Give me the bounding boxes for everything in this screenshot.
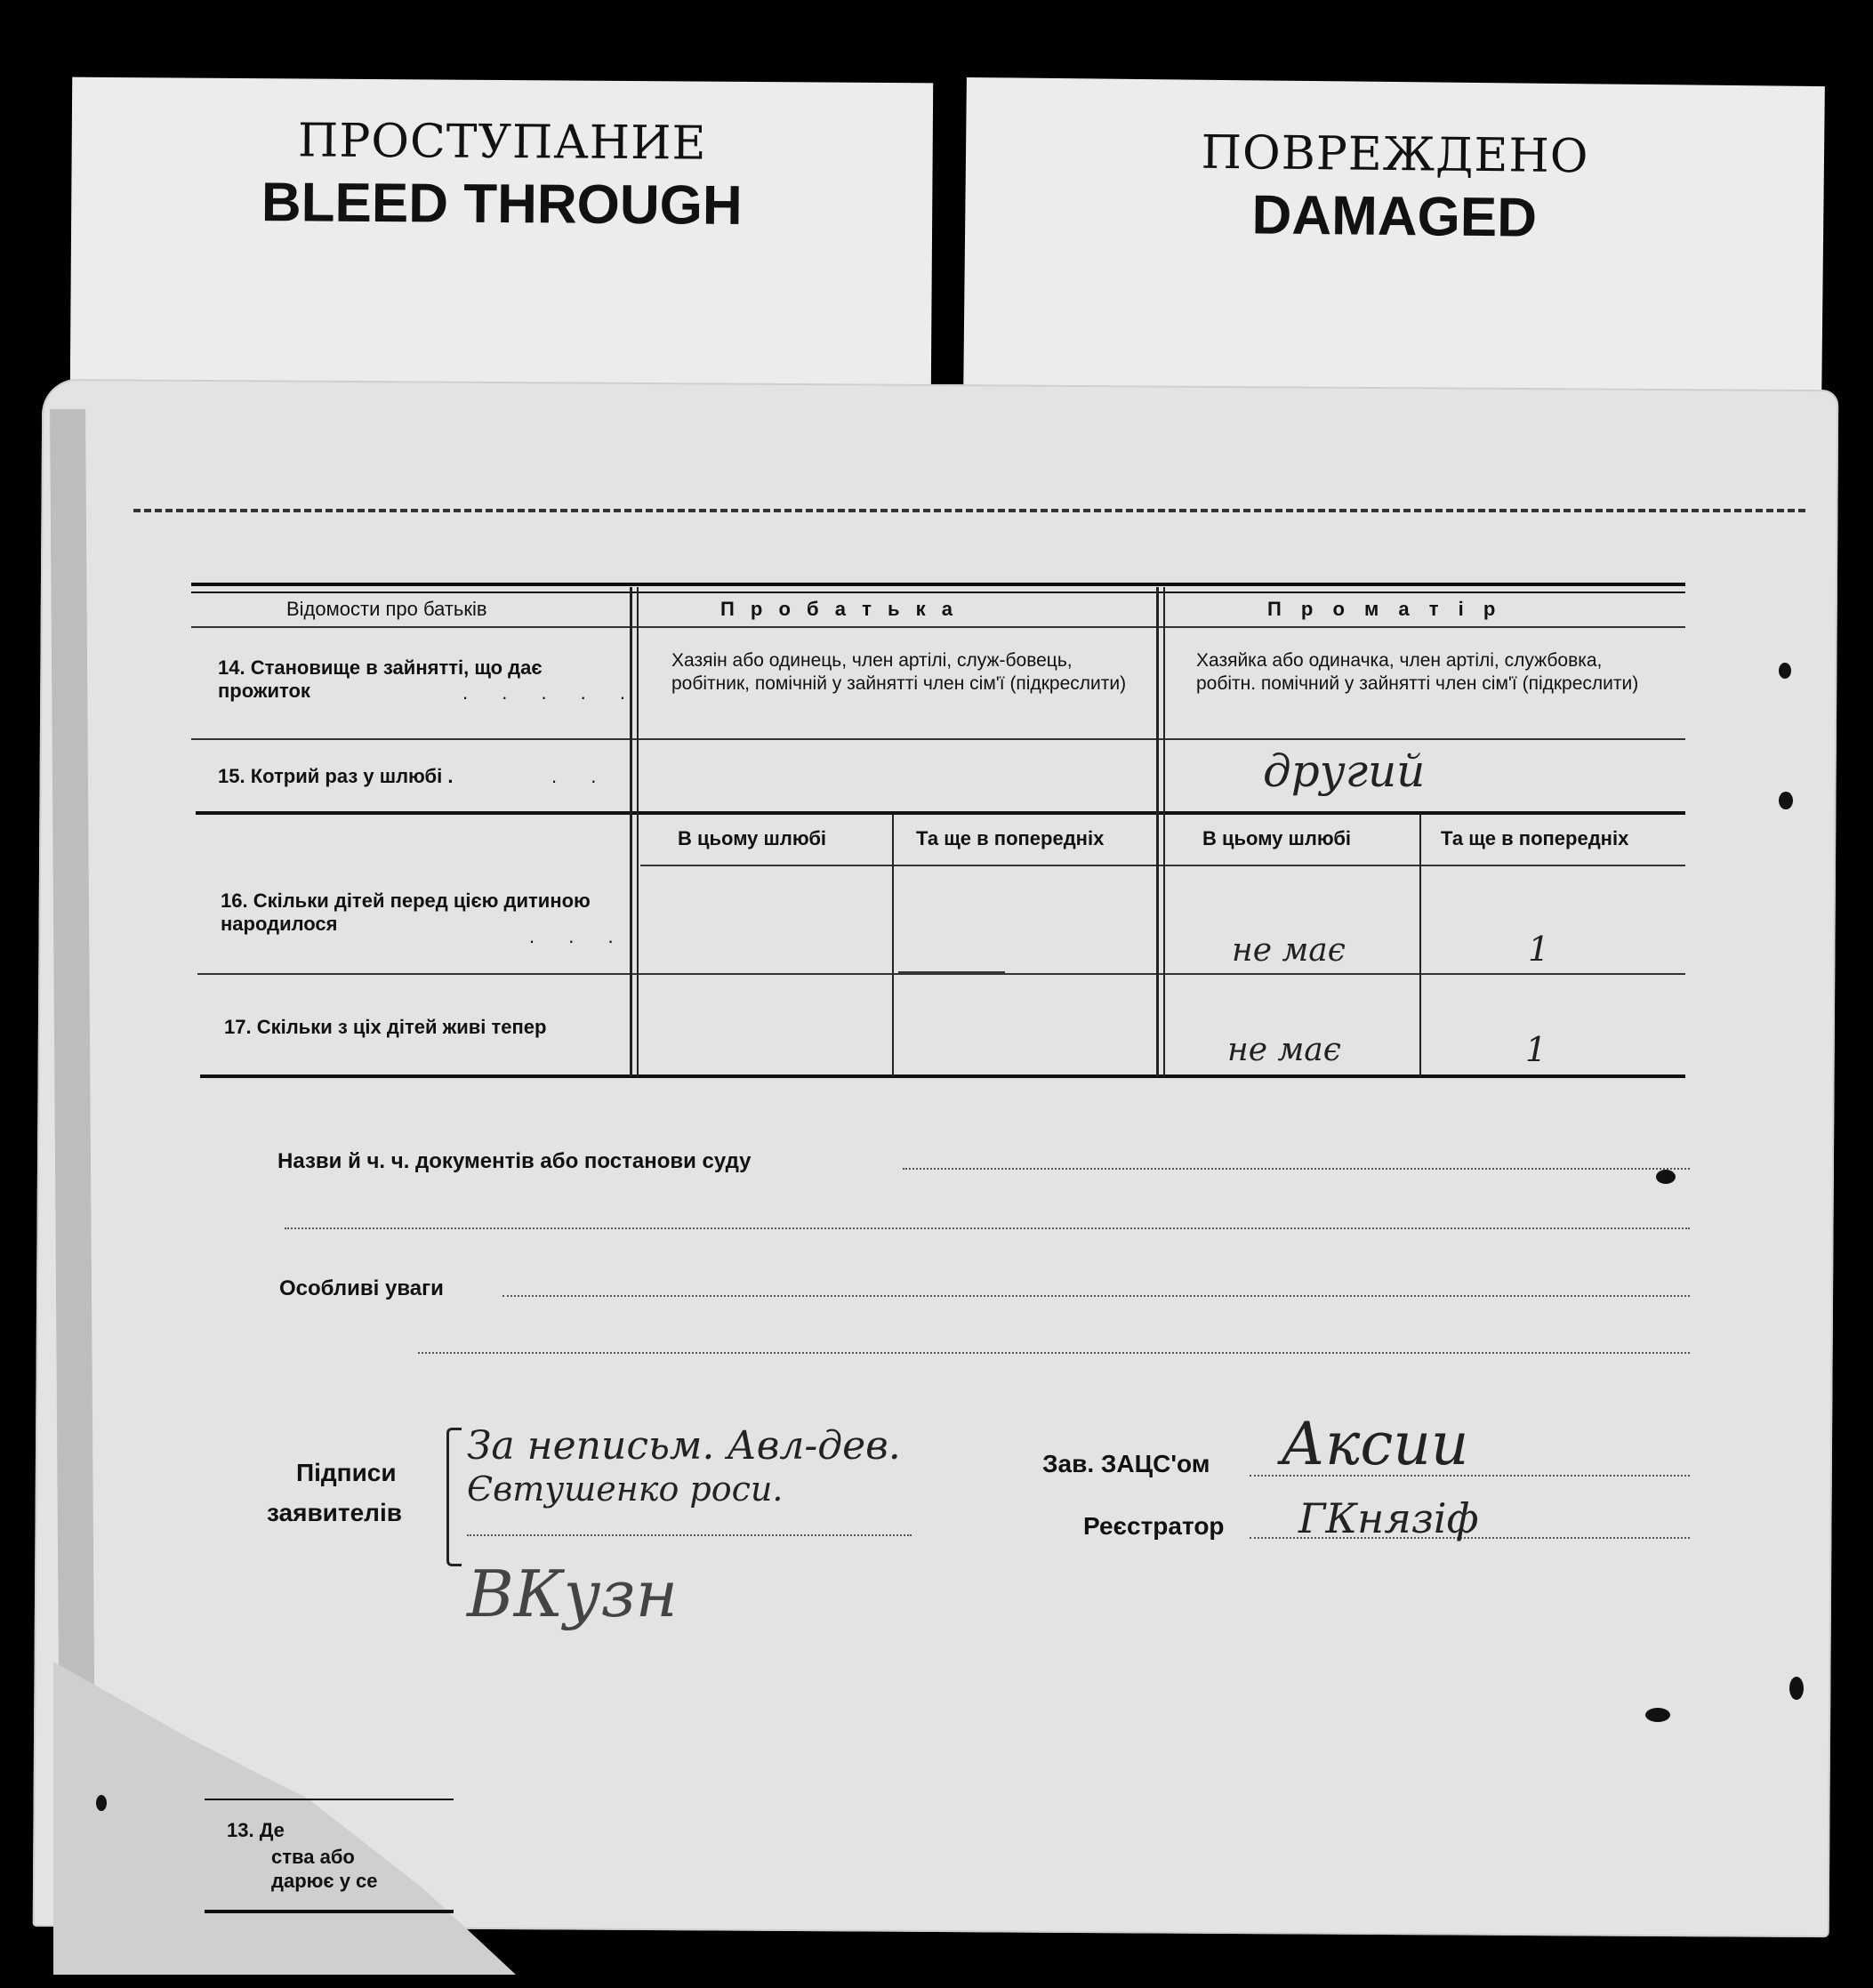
bleed-through-ru: ПРОСТУПАНИЕ [297, 114, 707, 171]
damage-spot [1789, 1677, 1804, 1700]
applicants-bracket [446, 1428, 462, 1566]
damage-spot [1779, 663, 1791, 679]
header-about-father: П р о б а т ь к а [720, 598, 958, 620]
col-divider-2 [1156, 587, 1159, 1076]
table-bottom-rule [200, 1074, 1685, 1078]
row16-mother-prev: 1 [1528, 930, 1550, 969]
subheader-father-this-marriage: В цьому шлюбі [678, 827, 827, 849]
damage-spot [1779, 792, 1793, 809]
damaged-en: DAMAGED [1251, 184, 1538, 249]
notes-label: Особливі уваги [279, 1276, 444, 1300]
applicants-label-1: Підписи [296, 1459, 397, 1486]
row13-top-rule [205, 1799, 454, 1800]
header-about-mother: П р о м а т і р [1267, 598, 1503, 620]
table-header-rule [191, 592, 1685, 593]
row16-father-prev-mark [898, 971, 1005, 973]
subcol-divider-mother [1419, 814, 1421, 1076]
row13-bottom-rule [205, 1910, 454, 1913]
table-top-rule [191, 583, 1685, 586]
head-zags-label: Зав. ЗАЦС'ом [1042, 1450, 1210, 1477]
header-bottom-rule [191, 626, 1685, 628]
row13-line-1: 13. Де [227, 1819, 285, 1841]
subheader-mother-previous: Та ще в попередніх [1441, 827, 1629, 849]
damage-spot [1656, 1170, 1676, 1184]
notes-line-2 [418, 1352, 1690, 1354]
row16-bottom-rule [197, 973, 1685, 975]
header-parents-info: Відомости про батьків [286, 598, 487, 620]
damaged-card [963, 77, 1825, 406]
row17-mother-this: не має [1227, 1032, 1341, 1068]
row16-dots: . . . [529, 925, 628, 947]
row16-label: 16. Скільки дітей перед цією дитиною народилося [221, 889, 591, 935]
bleed-through-en: BLEED THROUGH [261, 172, 743, 237]
damage-spot [1645, 1708, 1670, 1722]
documents-line-2 [285, 1227, 1690, 1229]
documents-label: Назви й ч. ч. документів або постанови суду [277, 1149, 752, 1173]
row16-mother-this: не має [1232, 932, 1346, 969]
perforation-line [133, 509, 1805, 512]
row15-bottom-rule [196, 811, 1685, 815]
row14-label: 14. Становище в зайнятті, що дає прожиток [218, 656, 543, 702]
registrar-label: Реєстратор [1083, 1512, 1225, 1540]
col-divider-2b [1163, 587, 1165, 1076]
row15-dots: . . [551, 765, 611, 787]
row14-bottom-rule [191, 738, 1685, 740]
subheader-mother-this-marriage: В цьому шлюбі [1202, 827, 1352, 849]
head-zags-signature: Аксии [1281, 1410, 1469, 1478]
row14-dots: . . . . . [462, 681, 640, 704]
notes-line-1 [502, 1295, 1690, 1297]
bleed-through-card [70, 77, 933, 395]
subheader-father-previous: Та ще в попередніх [916, 827, 1105, 849]
row15-mother-value: другий [1263, 745, 1426, 797]
applicant-signature-2: ВКузн [467, 1557, 679, 1631]
documents-line-1 [903, 1168, 1690, 1170]
applicant-line-underline [467, 1534, 912, 1536]
registrar-signature: ГКнязіф [1298, 1494, 1479, 1542]
row13-line-3: дарює у се [271, 1870, 378, 1892]
row17-mother-prev: 1 [1525, 1030, 1547, 1069]
applicant-line-1: За неписьм. Авл-дев. [467, 1423, 901, 1469]
damaged-ru: ПОВРЕЖДЕНО [1201, 125, 1589, 184]
applicants-label-2: заявителів [267, 1499, 402, 1526]
row14-mother-options: Хазяйка або одиначка, член артілі, службовка, робітн. помічний у зайнятті член сім'ї (підкреслити) [1196, 650, 1639, 694]
row14-father-options: Хазяін або одинець, член артілі, служ-бовець, робітник, помічній у зайнятті член сім'ї (підкреслити) [671, 650, 1127, 694]
row15-label: 15. Котрий раз у шлюбі . [218, 765, 454, 787]
row13-line-2: ства або [271, 1846, 355, 1868]
col-divider-1 [630, 587, 632, 1076]
subcol-divider-father [892, 814, 894, 1076]
col-divider-1b [637, 587, 639, 1076]
row17-label: 17. Скільки з ціх дітей живі тепер [224, 1016, 547, 1038]
applicant-line-2: Євтушенко роси. [467, 1469, 784, 1509]
damage-spot [96, 1795, 107, 1811]
